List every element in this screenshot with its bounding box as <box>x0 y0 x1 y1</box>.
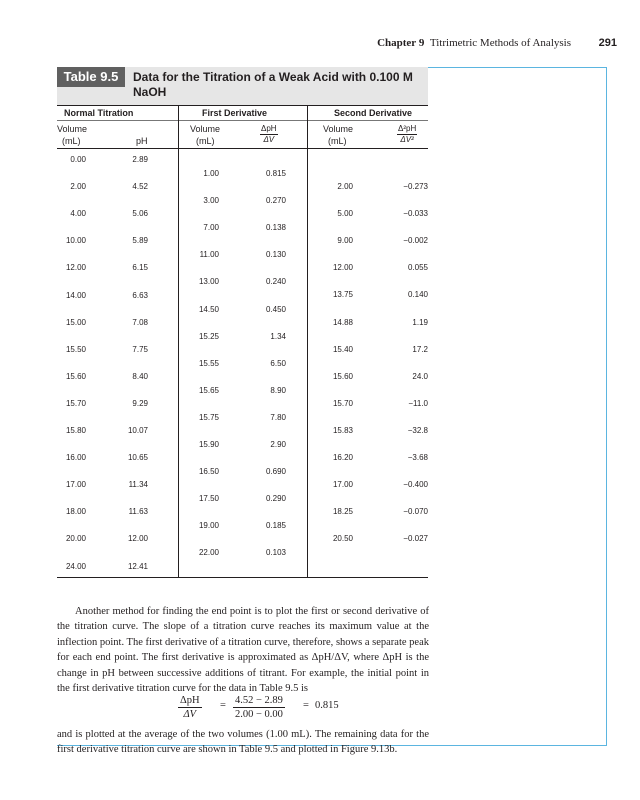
normal-row-2-col-0: 4.00 <box>70 209 86 219</box>
second-row-12-col-0: 18.25 <box>332 507 353 517</box>
normal-row-3-col-1: 5.89 <box>132 236 148 246</box>
first-row-14-col-1: 0.103 <box>265 548 286 558</box>
first-row-0-col-0: 1.00 <box>203 169 219 178</box>
first-row-7-col-0: 15.55 <box>198 358 219 368</box>
normal-row-9-col-0: 15.70 <box>65 398 86 408</box>
eq-rhs-numerator: 4.52 − 2.89 <box>235 695 283 706</box>
header-mid-rule <box>57 120 428 121</box>
first-row-2-col-1: 0.138 <box>265 223 286 233</box>
first-row-8-col-1: 8.90 <box>270 385 286 395</box>
eq-equals-2: = <box>303 700 309 711</box>
first-row-2-col-0: 7.00 <box>203 223 219 233</box>
column-divider-1 <box>178 105 179 577</box>
normal-row-8-col-0: 15.60 <box>65 371 86 381</box>
col-first-volume: Volume <box>190 124 221 134</box>
group-first-derivative: First Derivative <box>202 108 268 118</box>
col-normal-ph: pH <box>136 136 148 146</box>
chapter-title: Titrimetric Methods of Analysis <box>429 37 571 49</box>
second-row-8-col-0: 15.70 <box>332 398 353 408</box>
header-bottom-rule <box>57 148 428 149</box>
col-second-volume: Volume <box>323 124 354 134</box>
chapter-number: 9 <box>418 37 425 49</box>
second-row-11-col-0: 17.00 <box>332 480 353 490</box>
first-row-14-col-0: 22.00 <box>198 548 219 558</box>
table-label: Table 9.5 <box>57 67 125 87</box>
column-divider-2 <box>307 105 308 577</box>
eq-result: 0.815 <box>315 700 339 711</box>
eq-lhs-numerator: ΔpH <box>180 695 200 706</box>
second-row-10-col-0: 16.20 <box>332 453 353 462</box>
second-row-8-col-1: −11.0 <box>408 398 428 408</box>
normal-row-15-col-1: 12.41 <box>127 561 148 571</box>
col-second-dv2: ΔV² <box>400 135 414 144</box>
col-normal-volume-unit: (mL) <box>62 136 81 146</box>
normal-row-9-col-1: 9.29 <box>132 398 148 408</box>
paragraph-2-text: and is plotted at the average of the two volumes (1.00 mL). The remaining data for the first derivative titration curve are shown in Table 9.5 and plotted in Figure 9.13b. <box>57 729 429 756</box>
eq-lhs-denominator: ΔV <box>183 709 197 720</box>
first-row-12-col-1: 0.290 <box>265 494 286 504</box>
col-first-dv: ΔV <box>263 135 275 144</box>
second-row-4-col-1: 0.140 <box>407 290 428 300</box>
normal-row-14-col-0: 20.00 <box>65 534 86 544</box>
normal-row-15-col-0: 24.00 <box>65 561 86 571</box>
page-number: 291 <box>598 37 617 49</box>
first-row-1-col-0: 3.00 <box>203 196 219 206</box>
normal-row-0-col-0: 0.00 <box>70 155 86 164</box>
second-row-4-col-0: 13.75 <box>332 290 353 300</box>
second-row-12-col-1: −0.070 <box>403 507 428 517</box>
body-paragraph-1 <box>57 604 429 696</box>
table-bottom-rule <box>57 577 428 578</box>
second-row-5-col-1: 1.19 <box>412 317 428 327</box>
eq-lhs-fraction <box>178 694 202 721</box>
normal-row-13-col-0: 18.00 <box>65 507 86 517</box>
chapter-label: Chapter <box>377 37 417 49</box>
normal-row-2-col-1: 5.06 <box>132 209 148 219</box>
normal-row-6-col-0: 15.00 <box>65 317 86 327</box>
normal-row-10-col-0: 15.80 <box>65 426 86 435</box>
normal-row-5-col-1: 6.63 <box>132 290 148 300</box>
body-paragraph-2 <box>57 727 429 758</box>
first-row-4-col-0: 13.00 <box>198 277 219 287</box>
first-row-9-col-0: 15.75 <box>198 412 219 422</box>
normal-row-5-col-0: 14.00 <box>65 290 86 300</box>
second-row-11-col-1: −0.400 <box>403 480 428 490</box>
col-normal-volume: Volume <box>57 124 88 134</box>
second-row-0-col-0: 2.00 <box>337 182 353 191</box>
first-row-9-col-1: 7.80 <box>270 412 286 422</box>
first-row-6-col-1: 1.34 <box>270 331 286 341</box>
normal-row-4-col-1: 6.15 <box>132 263 148 273</box>
table-title: Data for the Titration of a Weak Acid with 0.100 M NaOH <box>133 70 413 99</box>
col-first-dph-dv <box>260 124 278 145</box>
normal-row-3-col-0: 10.00 <box>65 236 86 246</box>
normal-row-1-col-1: 4.52 <box>132 182 148 192</box>
second-row-2-col-0: 9.00 <box>337 236 353 246</box>
first-row-10-col-1: 2.90 <box>270 440 286 449</box>
second-row-13-col-0: 20.50 <box>332 534 353 544</box>
second-row-13-col-1: −0.027 <box>403 534 428 544</box>
first-row-5-col-0: 14.50 <box>198 304 219 314</box>
normal-row-11-col-0: 16.00 <box>65 453 86 463</box>
first-row-8-col-0: 15.65 <box>198 385 219 395</box>
first-row-1-col-1: 0.270 <box>265 196 286 206</box>
col-first-volume-unit: (mL) <box>196 136 215 146</box>
second-row-5-col-0: 14.88 <box>332 317 353 327</box>
derivative-equation <box>166 694 366 726</box>
normal-row-0-col-1: 2.89 <box>132 155 148 164</box>
eq-rhs-fraction <box>233 694 285 721</box>
table-container <box>57 67 428 578</box>
normal-row-8-col-1: 8.40 <box>132 371 148 381</box>
first-row-3-col-0: 11.00 <box>199 250 219 260</box>
normal-row-12-col-0: 17.00 <box>65 480 86 490</box>
normal-row-1-col-0: 2.00 <box>70 182 86 192</box>
running-head-text <box>377 37 571 49</box>
eq-equals-1: = <box>220 700 226 711</box>
first-row-13-col-0: 19.00 <box>198 521 219 531</box>
first-row-13-col-1: 0.185 <box>265 521 286 531</box>
second-row-3-col-1: 0.055 <box>407 263 428 273</box>
eq-rhs-denominator: 2.00 − 0.00 <box>235 709 283 720</box>
col-second-d2ph: Δ²pH <box>398 124 417 133</box>
normal-row-14-col-1: 12.00 <box>127 534 148 544</box>
normal-row-12-col-1: 11.34 <box>128 480 148 490</box>
running-head <box>0 37 640 53</box>
second-row-10-col-1: −3.68 <box>407 453 428 462</box>
paragraph-1-text: Another method for finding the end point is to plot the first or second derivative of the titration curve. The slope of a titration curve reaches its maximum value at the inflection point. The first derivative of a titration curve, therefore, shows a separate peak for each end point. The first derivative is approximated as ΔpH/ΔV, where ΔpH is the change in pH between successive additions of titrant. For example, the initial point in the first derivative titration curve for the data in Table 9.5 is <box>57 606 429 695</box>
normal-row-7-col-1: 7.75 <box>132 344 148 354</box>
second-row-3-col-0: 12.00 <box>332 263 353 273</box>
second-row-6-col-0: 15.40 <box>332 344 353 354</box>
group-second-derivative: Second Derivative <box>334 108 413 118</box>
second-row-9-col-0: 15.83 <box>332 425 353 435</box>
second-row-1-col-1: −0.033 <box>403 209 428 219</box>
normal-row-7-col-0: 15.50 <box>65 344 86 354</box>
first-row-3-col-1: 0.130 <box>265 250 286 260</box>
second-row-7-col-1: 24.0 <box>412 371 428 381</box>
col-first-dph: ΔpH <box>261 124 277 133</box>
second-row-9-col-1: −32.8 <box>407 425 428 435</box>
second-row-1-col-0: 5.00 <box>337 209 353 219</box>
first-row-4-col-1: 0.240 <box>265 277 286 287</box>
normal-row-13-col-1: 11.63 <box>128 507 148 517</box>
first-row-7-col-1: 6.50 <box>270 358 286 368</box>
second-row-6-col-1: 17.2 <box>412 344 428 354</box>
normal-row-6-col-1: 7.08 <box>132 317 148 327</box>
second-row-0-col-1: −0.273 <box>403 182 428 191</box>
col-second-d2ph-dv2 <box>397 124 417 145</box>
header-top-rule <box>57 105 428 106</box>
first-row-12-col-0: 17.50 <box>198 494 219 504</box>
first-row-11-col-1: 0.690 <box>265 467 286 477</box>
table-body-area <box>57 105 428 578</box>
group-normal-titration: Normal Titration <box>64 108 134 118</box>
first-row-11-col-0: 16.50 <box>198 467 219 477</box>
normal-row-11-col-1: 10.65 <box>127 453 148 463</box>
first-row-0-col-1: 0.815 <box>265 169 286 178</box>
first-row-5-col-1: 0.450 <box>265 304 286 314</box>
second-row-2-col-1: −0.002 <box>403 236 428 246</box>
col-second-volume-unit: (mL) <box>328 136 347 146</box>
first-row-10-col-0: 15.90 <box>198 440 219 449</box>
normal-row-4-col-0: 12.00 <box>65 263 86 273</box>
normal-row-10-col-1: 10.07 <box>127 426 148 435</box>
first-row-6-col-0: 15.25 <box>198 331 219 341</box>
second-row-7-col-0: 15.60 <box>332 371 353 381</box>
